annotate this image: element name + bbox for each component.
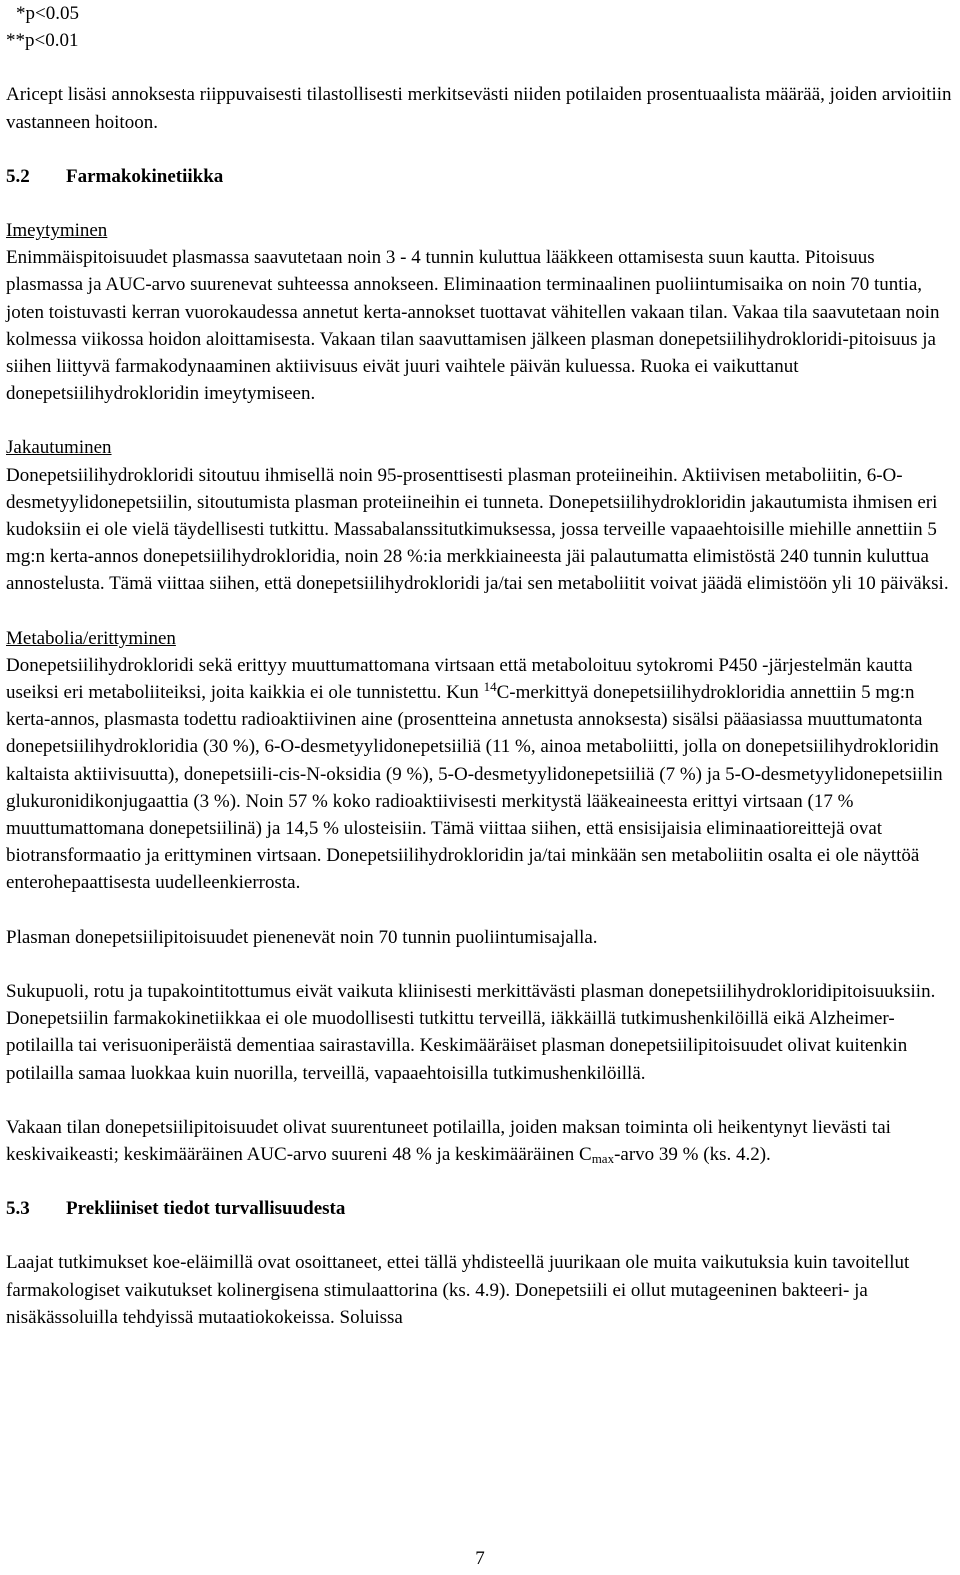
section-number: 5.3 xyxy=(6,1198,30,1220)
maksa-paragraph xyxy=(6,1114,956,1168)
cmax-subscript: max xyxy=(591,1150,615,1166)
page-number: 7 xyxy=(475,1548,485,1569)
significance-p005: *p<0.05 xyxy=(16,3,79,24)
jakautuminen-block xyxy=(6,434,956,597)
imeytyminen-heading: Imeytyminen xyxy=(6,220,108,242)
section-title: Prekliiniset tiedot turvallisuudesta xyxy=(66,1198,346,1220)
cmax-base: C xyxy=(579,1143,592,1165)
section-title: Farmakokinetiikka xyxy=(66,165,224,187)
metabolia-text-a: Donepetsiilihydrokloridi sekä erittyy muuttumattomana virtsaan että metaboloituu sytokromi P450 -järjestelmän kautta useiksi eri metaboliiteiksi, joita kaikkia ei ole tunnistettu. Kun xyxy=(6,654,913,704)
section-heading-5-2 xyxy=(6,163,956,190)
intro-paragraph: Aricept lisäsi annoksesta riippuvaisesti tilastollisesti merkitsevästi niiden potilaiden prosentuaalista määrää, joiden arvioitiin vastanneen hoitoon. xyxy=(6,84,952,133)
halflife-paragraph: Plasman donepetsiilipitoisuudet pienenevät noin 70 tunnin puoliintumisajalla. xyxy=(6,926,598,948)
section-heading-5-3 xyxy=(6,1195,956,1222)
maksa-text-b: -arvo 39 % (ks. 4.2). xyxy=(614,1143,771,1165)
imeytyminen-block xyxy=(6,217,956,407)
sukupuoli-paragraph: Sukupuoli, rotu ja tupakointitottumus eivät vaikuta kliinisesti merkittävästi plasman donepetsiilihydrokloridipitoisuuksiin. Donepetsiilin farmakokinetiikkaa ei ole muodollisesti tutkittu terveillä, iäkkäillä tutkimushenkilöillä eikä Alzheimer-potilailla tai verisuoniperäistä dementiaa sairastavilla. Keskimääräiset plasman donepetsiilipitoisuudet olivat kuitenkin potilailla samaa luokkaa kuin nuorilla, terveillä, vapaaehtoisilla tutkimushenkilöillä. xyxy=(6,980,936,1084)
jakautuminen-heading: Jakautuminen xyxy=(6,437,112,459)
section-number: 5.2 xyxy=(6,165,30,187)
metabolia-heading: Metabolia/erittyminen xyxy=(6,627,176,649)
significance-legend xyxy=(6,0,956,54)
imeytyminen-text: Enimmäispitoisuudet plasmassa saavutetaan noin 3 - 4 tunnin kuluttua lääkkeen ottamisesta suun kautta. Pitoisuus plasmassa ja AUC-arvo suurenevat suhteessa annokseen. Eliminaation terminaalinen puoliintumisaika on noin 70 tuntia, joten toistuvasti kerran vuorokaudessa annetut kerta-annokset tuottavat vähitellen vakaan tilan. Vakaa tila saavutetaan noin kolmessa viikossa hoidon aloittamisesta. Vakaan tilan saavuttamisen jälkeen plasman donepetsiilihydrokloridi-pitoisuus ja siihen liittyvä farmakodynaaminen aktiivisuus eivät juuri vaihtele päivän kuluessa. Ruoka ei vaikuttanut donepetsiilihydrokloridin imeytymiseen. xyxy=(6,247,940,405)
document-page xyxy=(6,0,956,1331)
significance-p001: **p<0.01 xyxy=(6,30,79,52)
maksa-text-a: Vakaan tilan donepetsiilipitoisuudet olivat suurentuneet potilailla, joiden maksan toiminta oli heikentynyt lievästi tai keskivaikeasti; keskimääräinen AUC-arvo suureni 48 % ja keskimääräinen xyxy=(6,1116,891,1165)
metabolia-text xyxy=(6,652,956,897)
metabolia-text-b: C-merkittyä donepetsiilihydrokloridia annettiin 5 mg:n kerta-annos, plasmasta todettu radioaktiivinen aine (prosentteina annetusta annoksesta) sisälsi pääasiassa muuttumatonta donepetsiilihydrokloridia (30 %), 6-O-desmetyylidonepetsiiliä (11 %, ainoa metaboliitti, jolla on donepetsiilihydrokloridin kaltaista aktiivisuutta), donepetsiili-cis-N-oksidia (9 %), 5-O-desmetyylidonepetsiiliä (7 %) ja 5-O-desmetyylidonepetsiilin glukuronidikonjugaattia (3 %). Noin 57 % koko radioaktiivisesti merkitystä lääkeaineesta erittyi virtsaan (17 % muuttumattomana donepetsiilinä) ja 14,5 % ulosteisiin. Tämä viittaa siihen, että ensisijaisia eliminaatioreittejä ovat biotransformaatio ja erittyminen virtsaan. Donepetsiilihydrokloridin ja/tai minkään sen metaboliitin osalta ei ole näyttöä enterohepaattisesta uudelleenkierrosta. xyxy=(6,682,943,894)
metabolia-block xyxy=(6,625,956,897)
jakautuminen-text: Donepetsiilihydrokloridi sitoutuu ihmisellä noin 95-prosenttisesti plasman proteiineihin. Aktiivisen metaboliitin, 6-O-desmetyylidonepetsiilin, sitoutumista plasman proteiineihin ei tunneta. Donepetsiilihydrokloridin jakautumista ihmisen eri kudoksiin ei ole vielä täydellisesti tutkittu. Massabalanssitutkimuksessa, jossa terveille vapaaehtoisille miehille annettiin 5 mg:n kerta-annos donepetsiilihydrokloridia, noin 28 %:ia merkkiaineesta jäi palautumatta elimistöstä 240 tunnin kuluttua annostelusta. Tämä viittaa siihen, että donepetsiilihydrokloridi ja/tai sen metaboliitit voivat jäädä elimistöön yli 10 päiväksi. xyxy=(6,464,949,595)
preclinical-paragraph: Laajat tutkimukset koe-eläimillä ovat osoittaneet, ettei tällä yhdisteellä juurikaan ole muita vaikutuksia kuin tavoitellut farmakologiset vaikutukset kolinergisena stimulaattorina (ks. 4.9). Donepetsiili ei ollut mutageeninen bakteeri- ja nisäkässoluilla tehdyissä mutaatiokokeissa. Soluissa xyxy=(6,1252,910,1328)
isotope-mass-number: 14 xyxy=(483,679,497,695)
